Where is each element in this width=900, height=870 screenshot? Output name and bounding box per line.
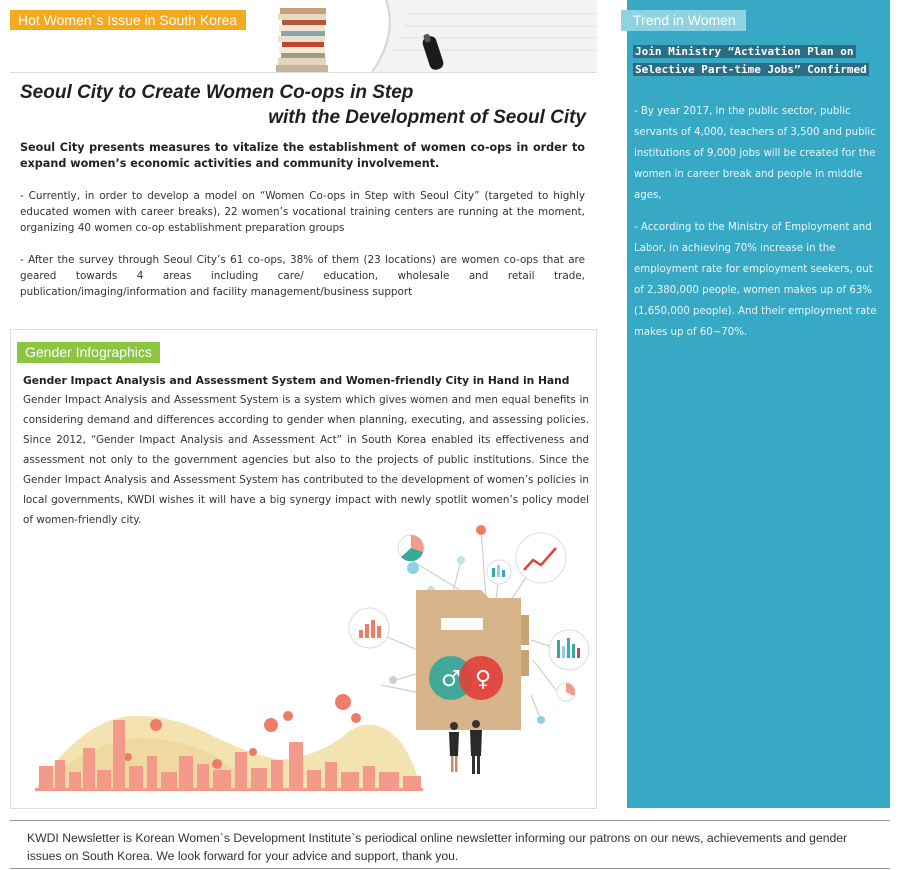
gender-infographic-illustration bbox=[21, 520, 591, 806]
gender-infographics-section bbox=[10, 329, 597, 809]
trend-in-women-label: Trend in Women bbox=[621, 10, 746, 31]
trend-headline bbox=[633, 43, 883, 79]
trend-headline-line1: Join Ministry “Activation Plan on bbox=[635, 45, 854, 58]
hot-issue-paragraph-2: - After the survey through Seoul City’s 61 co-ops, 38% of them (23 locations) are women co-ops that are geared towards 4 areas including care/ education, wholesale and retail trade, publication/imaging/information and facility management/business support bbox=[20, 254, 585, 298]
newsletter-footer bbox=[10, 820, 890, 869]
hot-issue-label: Hot Women`s Issue in South Korea bbox=[10, 10, 246, 30]
hot-issue-header-band bbox=[10, 0, 597, 73]
footer-text: KWDI Newsletter is Korean Women`s Development Institute`s periodical online newsletter informing our patrons on our news, achievements and gender issues on South Korea. We look forward for your advice and support, thank you. bbox=[27, 831, 848, 863]
male-symbol-icon: ♂ bbox=[441, 667, 461, 692]
hot-issue-lead: Seoul City presents measures to vitalize the establishment of women co-ops in order to expand women’s economic activities and community involvement. bbox=[20, 141, 585, 170]
hot-issue-title-line2: with the Development of Seoul City bbox=[268, 107, 586, 128]
trend-paragraph-1: - By year 2017, in the public sector, public servants of 4,000, teachers of 3,500 and public institutions of 9,000 jobs will be created for the women in career break and people in middle ages, bbox=[634, 106, 876, 201]
trend-in-women-column bbox=[627, 0, 890, 808]
hot-issue-paragraph-1: - Currently, in order to develop a model on “Women Co-ops in Step with Seoul City” (targeted to highly educated women with career breaks), 22 women’s vocational training centers are running at the moment, organizing 40 women co-op establishment preparation groups bbox=[20, 190, 585, 234]
trend-paragraph-2: - According to the Ministry of Employment and Labor, in achieving 70% increase in the employment rate for employment seekers, out of 2,380,000 people, women makes up of 63% (1,650,000 people). And their employment rate makes up of 60~70%. bbox=[634, 222, 877, 338]
gender-infographics-title: Gender Impact Analysis and Assessment System and Women-friendly City in Hand in Hand bbox=[23, 374, 570, 387]
hot-issue-section bbox=[10, 0, 597, 305]
hot-issue-title bbox=[20, 80, 586, 130]
hot-issue-title-line1: Seoul City to Create Women Co-ops in Step bbox=[20, 82, 414, 103]
trend-headline-line2: Selective Part-time Jobs” Confirmed bbox=[635, 63, 867, 76]
female-symbol-icon: ♀ bbox=[474, 667, 492, 692]
gender-infographics-label: Gender Infographics bbox=[17, 342, 160, 363]
gender-infographics-body: Gender Impact Analysis and Assessment System is a system which gives women and men equal benefits in considering demand and differences according to gender when planning, executing, and assessing policies. Since 2012, “Gender Impact Analysis and Assessment Act” in South Korea enabled its effectiveness and assessment not only to the government agencies but also to the projects of public institutions. Since the Gender Impact Analysis and Assessment System has contributed to the development of women’s policies in local governments, KWDI wishes it will have a big synergy impact with newly spotlit women’s policy model of women-friendly city. bbox=[23, 394, 589, 526]
books-and-notebook-illustration bbox=[276, 0, 597, 72]
